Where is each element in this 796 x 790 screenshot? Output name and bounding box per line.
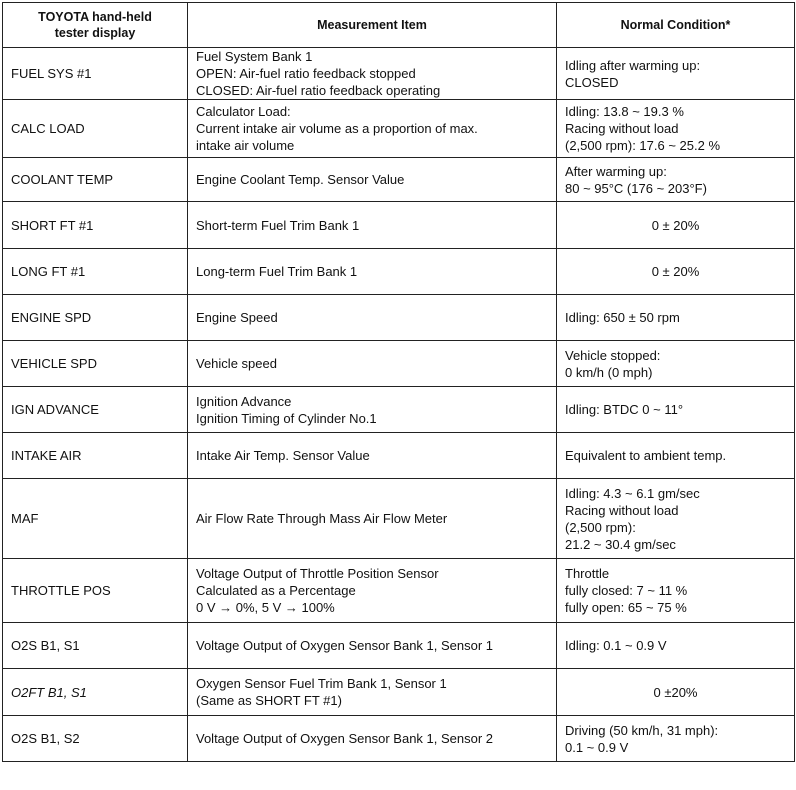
tester-display-cell: SHORT FT #1 bbox=[3, 202, 188, 249]
table-row bbox=[3, 249, 795, 295]
measurement-item-cell: Vehicle speed bbox=[188, 341, 557, 387]
measurement-item-cell: Oxygen Sensor Fuel Trim Bank 1, Sensor 1 (Same as SHORT FT #1) bbox=[188, 669, 557, 716]
normal-condition-cell: Vehicle stopped: 0 km/h (0 mph) bbox=[557, 341, 795, 387]
tester-display-cell: O2FT B1, S1 bbox=[3, 669, 188, 716]
table-row bbox=[3, 559, 795, 623]
header-row bbox=[3, 3, 795, 48]
table-row bbox=[3, 202, 795, 249]
table-row bbox=[3, 387, 795, 433]
header-normal-condition: Normal Condition* bbox=[557, 3, 795, 48]
tester-display-cell: O2S B1, S1 bbox=[3, 623, 188, 669]
tester-display-cell: MAF bbox=[3, 479, 188, 559]
normal-condition-cell: Driving (50 km/h, 31 mph): 0.1 ~ 0.9 V bbox=[557, 716, 795, 762]
table-row bbox=[3, 433, 795, 479]
table-row bbox=[3, 716, 795, 762]
normal-condition-cell: Idling: 4.3 ~ 6.1 gm/sec Racing without load (2,500 rpm): 21.2 ~ 30.4 gm/sec bbox=[557, 479, 795, 559]
normal-condition-cell: Throttle fully closed: 7 ~ 11 % fully open: 65 ~ 75 % bbox=[557, 559, 795, 623]
measurement-table bbox=[2, 2, 795, 762]
measurement-item-cell: Air Flow Rate Through Mass Air Flow Meter bbox=[188, 479, 557, 559]
tester-display-cell: THROTTLE POS bbox=[3, 559, 188, 623]
normal-condition-cell: 0 ± 20% bbox=[557, 249, 795, 295]
tester-display-cell: VEHICLE SPD bbox=[3, 341, 188, 387]
table-row bbox=[3, 48, 795, 100]
table-row bbox=[3, 341, 795, 387]
tester-display-cell: O2S B1, S2 bbox=[3, 716, 188, 762]
measurement-item-cell: Engine Speed bbox=[188, 295, 557, 341]
normal-condition-cell: 0 ± 20% bbox=[557, 202, 795, 249]
tester-display-cell: LONG FT #1 bbox=[3, 249, 188, 295]
measurement-item-cell: Voltage Output of Throttle Position Sensor Calculated as a Percentage 0 V → 0%, 5 V → 100% bbox=[188, 559, 557, 623]
table-row bbox=[3, 295, 795, 341]
normal-condition-cell: 0 ±20% bbox=[557, 669, 795, 716]
tester-display-cell: IGN ADVANCE bbox=[3, 387, 188, 433]
header-tester-display: TOYOTA hand-held tester display bbox=[3, 3, 188, 48]
tester-display-cell: COOLANT TEMP bbox=[3, 158, 188, 202]
normal-condition-cell: Idling: 650 ± 50 rpm bbox=[557, 295, 795, 341]
table-row bbox=[3, 100, 795, 158]
normal-condition-cell: Idling: 13.8 ~ 19.3 % Racing without load (2,500 rpm): 17.6 ~ 25.2 % bbox=[557, 100, 795, 158]
normal-condition-cell: Idling after warming up: CLOSED bbox=[557, 48, 795, 100]
tester-display-cell: INTAKE AIR bbox=[3, 433, 188, 479]
measurement-item-cell: Ignition Advance Ignition Timing of Cylinder No.1 bbox=[188, 387, 557, 433]
measurement-item-cell: Voltage Output of Oxygen Sensor Bank 1, Sensor 1 bbox=[188, 623, 557, 669]
tester-display-cell: FUEL SYS #1 bbox=[3, 48, 188, 100]
tester-display-cell: ENGINE SPD bbox=[3, 295, 188, 341]
table-row bbox=[3, 158, 795, 202]
measurement-item-cell: Voltage Output of Oxygen Sensor Bank 1, Sensor 2 bbox=[188, 716, 557, 762]
table-row bbox=[3, 669, 795, 716]
normal-condition-cell: Equivalent to ambient temp. bbox=[557, 433, 795, 479]
table-row bbox=[3, 479, 795, 559]
measurement-item-cell: Intake Air Temp. Sensor Value bbox=[188, 433, 557, 479]
normal-condition-cell: After warming up: 80 ~ 95°C (176 ~ 203°F) bbox=[557, 158, 795, 202]
normal-condition-cell: Idling: 0.1 ~ 0.9 V bbox=[557, 623, 795, 669]
normal-condition-cell: Idling: BTDC 0 ~ 11° bbox=[557, 387, 795, 433]
measurement-item-cell: Long-term Fuel Trim Bank 1 bbox=[188, 249, 557, 295]
tester-display-cell: CALC LOAD bbox=[3, 100, 188, 158]
measurement-item-cell: Short-term Fuel Trim Bank 1 bbox=[188, 202, 557, 249]
table-row bbox=[3, 623, 795, 669]
measurement-item-cell: Fuel System Bank 1 OPEN: Air-fuel ratio feedback stopped CLOSED: Air-fuel ratio feedback operating bbox=[188, 48, 557, 100]
header-measurement-item: Measurement Item bbox=[188, 3, 557, 48]
measurement-item-cell: Engine Coolant Temp. Sensor Value bbox=[188, 158, 557, 202]
measurement-item-cell: Calculator Load: Current intake air volume as a proportion of max. intake air volume bbox=[188, 100, 557, 158]
